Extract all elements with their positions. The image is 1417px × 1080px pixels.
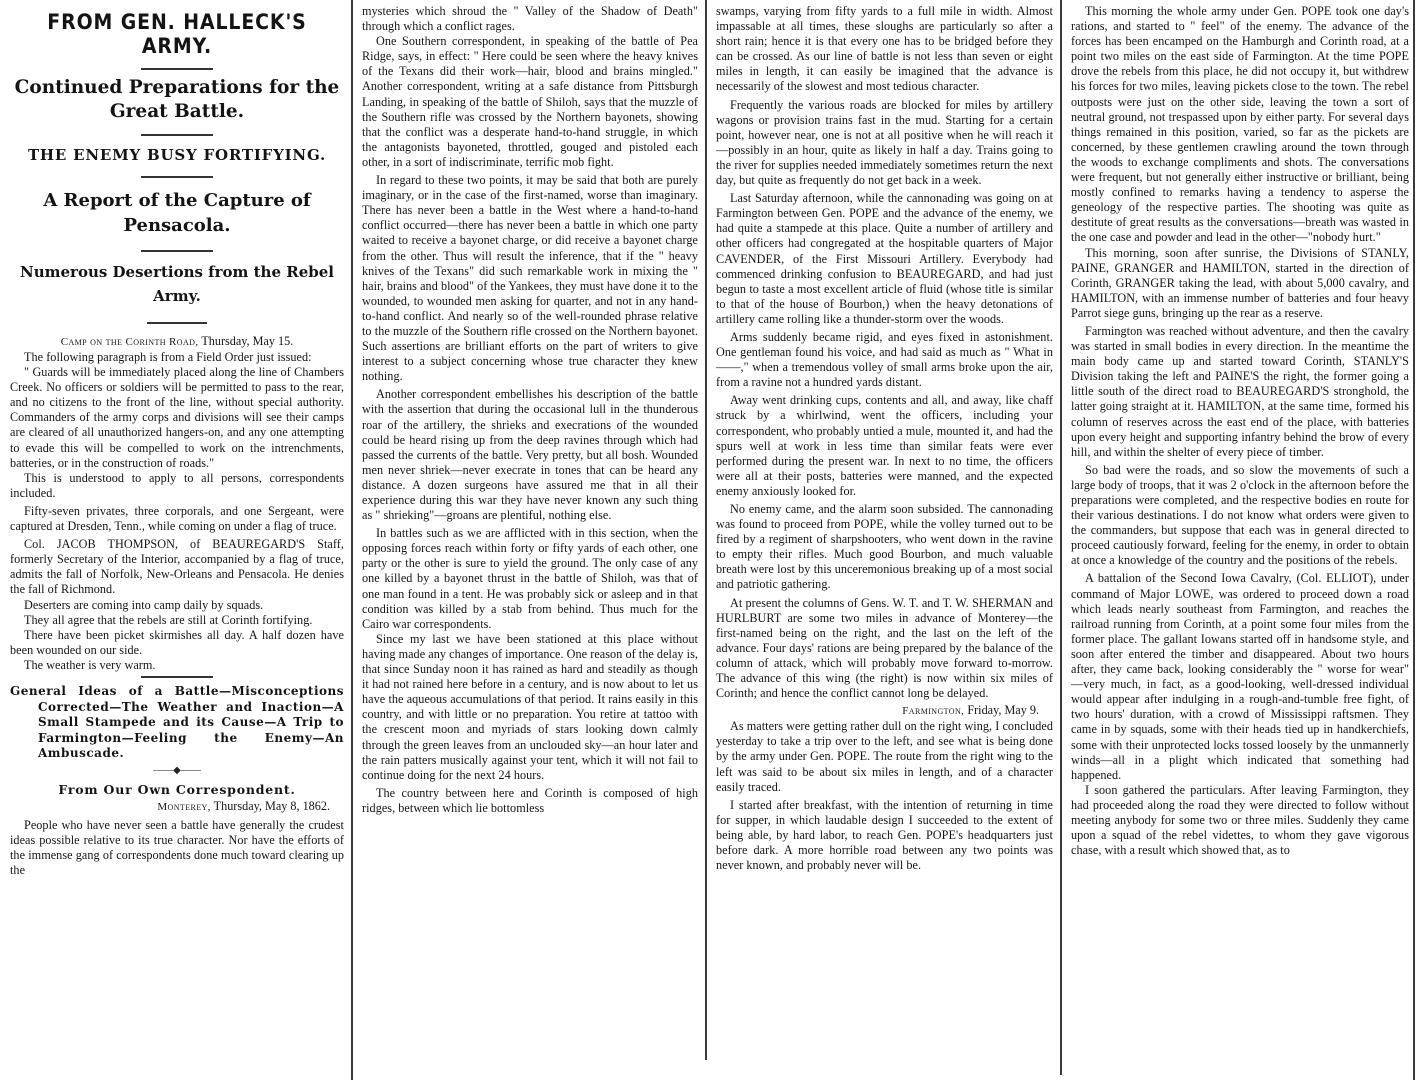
divider: [141, 176, 213, 178]
paragraph: No enemy came, and the alarm soon subsided. The cannonading was found to proceed from POPE, while the volley turned out to be fired by a regiment of sharpshooters, who went down in the ravine to empty their rifles. Much good Bourbon, and much valuable breath were lost by this unceremonious breaking up of a most social and patriotic gathering.: [716, 502, 1053, 592]
paragraph: I started after breakfast, with the intention of returning in time for supper, in which laudable design I succeeded to the extent of being able, by hard labor, to reach Gen. POPE's headquarters just before dark. A more horrible road between any two points was never known, and probably never will be.: [716, 797, 1053, 873]
deck-enemy-fortifying: THE ENEMY BUSY FORTIFYING.: [27, 146, 327, 164]
paragraph: mysteries which shroud the " Valley of the Shadow of Death" through which a conflict rages.: [362, 4, 698, 34]
paragraph: The following paragraph is from a Field Order just issued:: [24, 350, 312, 364]
paragraph: Another correspondent embellishes his description of the battle with the assertion that during the occasional lull in the thunderous roar of the artillery, the shrieks and execrations of the wounded could be heard rising up from the deep ravines through which had passed the currents of the battle. Very pretty, but all bosh. Wounded men never shriek—never execrate in tones that can be heard any distance. A dozen surgeons have assured me that in all their experience during this war they have never known any such thing as " shrieking"—groans are plentiful, nothing else.: [362, 387, 698, 523]
paragraph: Col. JACOB THOMPSON, of BEAUREGARD'S Staff, formerly Secretary of the Interior, accompanied by a flag of truce, admits the fall of Norfolk, New-Orleans and Pensacola. He denies the fall of Richmond.: [10, 537, 344, 597]
paragraph: In regard to these two points, it may be said that both are purely imaginary, or in the case of the first-named, worse than imaginary. There has never been a battle in the West where a hand-to-hand conflict occurred—there has never been a battle in which one party waited to receive a bayonet charge, or did receive a bayonet charge from the other. Thus will result the inference, that if the " heavy knives of the Texans" did such remarkable work in mixing the " hair, brains and blood" of the Yankees, they must have done it to the wounded, to wounded men asking for quarter, and not in any hand-to-hand conflict. And nearly so of the well-rounded phrase relative to the muzzle of the Southern rifle crossed on the Northern bayonet. Such assertions are brilliant efforts on the part of writers to give interest to a subject concerning whose true character they knew nothing.: [362, 173, 698, 384]
dateline-monterey: [10, 799, 344, 815]
dateline-camp: [10, 334, 344, 350]
ornamental-rule: ——◆——: [153, 764, 201, 776]
paragraph: Arms suddenly became rigid, and eyes fixed in astonishment. One gentleman found his voice, and had said as much as " What in ——," when a tremendous volley of small arms broke upon the air, from a ravine not a hundred yards distant.: [716, 329, 1053, 390]
deck-continued-preparations: Continued Preparations for the Great Battle.: [14, 77, 340, 122]
column-rule: [1413, 0, 1415, 1080]
paragraph: Farmington was reached without adventure, and then the cavalry was started in small bodies in every direction. In the meantime the main body came up and started toward Corinth, STANLY'S Division taking the left and PAINE'S the right, the former going a little south of the direct road to BEAUREGARD'S stronghold, the latter going straight at it. HAMILTON, at the same time, formed his column of reserves across the east end of the place, with batteries upon every height and supporting infantry behind the brow of every hill, and within the shelter of every piece of timber.: [1071, 323, 1409, 459]
paragraph: At present the columns of Gens. W. T. and T. W. SHERMAN and HURLBURT are some two miles in advance of Monterey—the first-named being on the right, and the last on the left of the advance. Four days' rations are being prepared by the balance of the column of attack, which will probably move forward to-morrow. The advance of this wing (the right) is now within six miles of Corinth; and hence the conflict cannot long be delayed.: [716, 595, 1053, 701]
column-2: [352, 0, 706, 1080]
dateline-farmington: [716, 703, 1053, 719]
headline: FROM GEN. HALLECK'S ARMY.: [47, 10, 307, 58]
paragraph: I soon gathered the particulars. After leaving Farmington, they had proceeded along the road they were directed to follow without meeting anybody for some two or three miles. Suddenly they came upon a squad of the rebel videttes, to whom they gave vigorous chase, with a result which showed that, as to: [1071, 782, 1409, 858]
paragraph: This morning the whole army under Gen. POPE took one day's rations, and started to " feel" of the enemy. The advance of the forces has been encamped on the Hamburgh and Corinth road, at a point two miles on the east side of Farmington. At the time POPE drove the rebels from this place, he did not occupy it, but withdrew his forces for two miles, leaving pickets close to the town. The rebel outposts were just on the other side, leaving the town a sort of neutral ground, not trespassed upon by either party. For several days things remained in this position, varied, so far as the pickets are concerned, by these gentlemen crawling around the town through the woods to exchange compliments and shots. The conversations were frequent, but not generally either instructive or brilliant, being mostly confined to remarks having a tendency to asperse the geneology of the respective parties. The shooting was quite as destitute of great results as the conversations—breath was wasted in the one case and powder and lead in the other—"nobody hurt.": [1071, 4, 1409, 245]
paragraph: swamps, varying from fifty yards to a full mile in width. Almost impassable at all times, these sloughs are particularly so after a short rain; hence it is that every one has to be bridged before they can be crossed. As our line of battle is not less than seven or eight miles in length, it can easily be imagined that the advance is necessarily of the slowest and most tedious character.: [716, 4, 1053, 94]
paragraph: Deserters are coming into camp daily by squads.: [24, 597, 264, 612]
column-3: [706, 0, 1061, 1080]
paragraph: People who have never seen a battle have generally the crudest ideas possible relative to its true character. Nor have the efforts of the immense gang of correspondents done much toward clearing up the: [10, 817, 344, 878]
column-4: [1061, 0, 1417, 1080]
paragraph: As matters were getting rather dull on the right wing, I concluded yesterday to take a trip over to the left, and see what is being done by the army under Gen. POPE. The route from the right wing to the left was said to be about six miles in length, and of a character easily traced.: [716, 719, 1053, 794]
byline: From Our Own Correspondent.: [58, 781, 296, 797]
paragraph: Away went drinking cups, contents and all, and away, like chaff struck by a whirlwind, went the officers, including your correspondent, who probably untied a mule, mounted it, and had the spurs well at work in less time than similar feats were ever performed during the present war. In next to no time, the officers were all at their posts, batteries were manned, and the expected enemy anxiously looked for.: [716, 393, 1053, 498]
paragraph: Fifty-seven privates, three corporals, and one Sergeant, were captured at Dresden, Tenn., while coming on under a flag of truce.: [10, 503, 344, 534]
paragraph: The weather is very warm.: [24, 657, 156, 672]
paragraph: In battles such as we are afflicted with in this section, when the opposing forces reach within forty or fifty yards of each other, one party or the other is sure to yield the ground. The only case of any one killed by a bayonet thrust in the battle of Shiloh, was that of one man found in a tent. He was probably sick or asleep and in that condition was killed by a stab from behind. Thus much for the Cairo war correspondents.: [362, 526, 698, 631]
paragraph: One Southern correspondent, in speaking of the battle of Pea Ridge, says, in effect: " Here could be seen where the heavy knives of the Texans did their work—hair, blood and brains mingled." Another correspondent, writing at a safe distance from Pittsburgh Landing, in speaking of the battle of Shiloh, says that the muzzle of the Southern rifle was crossed by the Northern bayonets, showing that the conflict was a desperate hand-to-hand struggle, in which the antagonists bayoneted, throttled, gouged and pistoled each other, in a sort of indiscriminate, terrific mob fight.: [362, 34, 698, 169]
dateline-place: Monterey,: [157, 800, 211, 813]
deck-capture-of-pensacola: A Report of the Capture of Pensacola.: [43, 190, 311, 236]
paragraph: The country between here and Corinth is composed of high ridges, between which lie bottomless: [362, 785, 698, 815]
divider: [141, 68, 213, 70]
paragraph: They all agree that the rebels are still at Corinth fortifying.: [24, 612, 313, 627]
paragraph: So bad were the roads, and so slow the movements of such a large body of troops, that it was 2 o'clock in the afternoon before the preparations were completed, and the respective bodies en route for their various destinations. I do not know what orders were given to the commanders, but suppose that each was in general directed to proceed cautiously forward, feeling for the enemy, in order to obtain at once a knowledge of the country and the positions of the rebels.: [1071, 462, 1409, 568]
dateline-place: Camp on the Corinth Road,: [60, 336, 199, 348]
paragraph-field-order-quote: " Guards will be immediately placed along the line of Chambers Creek. No officers or soldiers will be permitted to pass to the rear, and no citizens to the front of the line, without special authority. Commanders of the army corps and divisions will see their camps are cleared of all unauthorized hangers-on, and any one attempting to evade this will be compelled to work on the intrenchments, batteries, or in the construction of roads.": [10, 365, 344, 470]
divider: [147, 322, 207, 324]
dateline-place: Farmington,: [902, 705, 965, 718]
paragraph: Frequently the various roads are blocked for miles by artillery wagons or provision trains fast in the mud. Starting for a certain point, however near, one is not at all positive when he will reach it—possibly in an hour, quite as likely in half a day. Trains going to the river for supplies needed immediately sometimes return the next day, but quite as frequently do not get back in a week.: [716, 97, 1053, 188]
paragraph: Last Saturday afternoon, while the cannonading was going on at Farmington between Gen. POPE and the advance of the enemy, we had quite a stampede at this place. Quite a number of artillery and other officers had congregated at the hospitable quarters of Major CAVENDER, of the First Missouri Artillery. Everybody had commenced drinking confusion to BEAUREGARD, and had just begun to taste a most excellent article of fluid (whose title is similar to that of the house of Bourbon,) when the heavy detonations of artillery came rolling like a thunder-storm over the woods.: [716, 191, 1053, 326]
divider: [141, 250, 213, 252]
paragraph: A battalion of the Second Iowa Cavalry, (Col. ELLIOT), under command of Major LOWE, was ordered to proceed down a road which leads nearly southeast from Farmington, and reaches the railroad running from Corinth, at a point some four miles from the former place. The gallant Iowans started off in handsome style, and soon after entered the timber and disappeared. About two hours after, they came back, looking considerably the " worse for wear" —very much, in fact, as a good-looking, well-dressed individual would appear after indulging in a rough-and-tumble free fight, of two hours' duration, with a crowd of Mississippi raftsmen. They came in by squads, some with their heads tied up in handkerchiefs, some with their unprotected locks tossed loosely by the unmannerly winds—all in a plight which indicated that something had happened.: [1071, 571, 1409, 782]
paragraph: This morning, soon after sunrise, the Divisions of STANLY, PAINE, GRANGER and HAMILTON, started in the direction of Corinth, GRANGER taking the lead, with about 5,000 cavalry, and HAMILTON, with an immense number of batteries and four heavy Parrot siege guns, bringing up the rear as a reserve.: [1071, 245, 1409, 320]
paragraph: This is understood to apply to all persons, correspondents included.: [10, 470, 344, 500]
paragraph: There have been picket skirmishes all day. A half dozen have been wounded on our side.: [10, 627, 344, 657]
dateline-date: Friday, May 9.: [967, 703, 1039, 718]
subheadline-general-ideas: General Ideas of a Battle—Misconceptions Corrected—The Weather and Inaction—A Small Stampede and its Cause—A Trip to Farmington—Feeling the Enemy—An Ambuscade.: [10, 683, 344, 761]
paragraph: Since my last we have been stationed at this place without having made any changes of importance. One reason of the delay is, that since Sunday noon it has rained as hard and steadily as though it had not rained here before in a century, and is now about to let us have the aqueous accumulations of that period. It rains easily in this country, and with little or no preparation. You retire at tattoo with the crescent moon and myriads of stars looking down calmly through the green leaves from an unclouded sky—an hour later and the rain patters musically against your tent, which it will not fail to continue doing for the next 24 hours.: [362, 631, 698, 782]
dateline-date: Thursday, May 8, 1862.: [213, 798, 330, 813]
column-1: [0, 0, 352, 1080]
deck-desertions: Numerous Desertions from the Rebel Army.: [20, 263, 334, 305]
divider: [141, 134, 213, 136]
dateline-date: Thursday, May 15.: [201, 334, 294, 348]
divider: [141, 676, 213, 678]
